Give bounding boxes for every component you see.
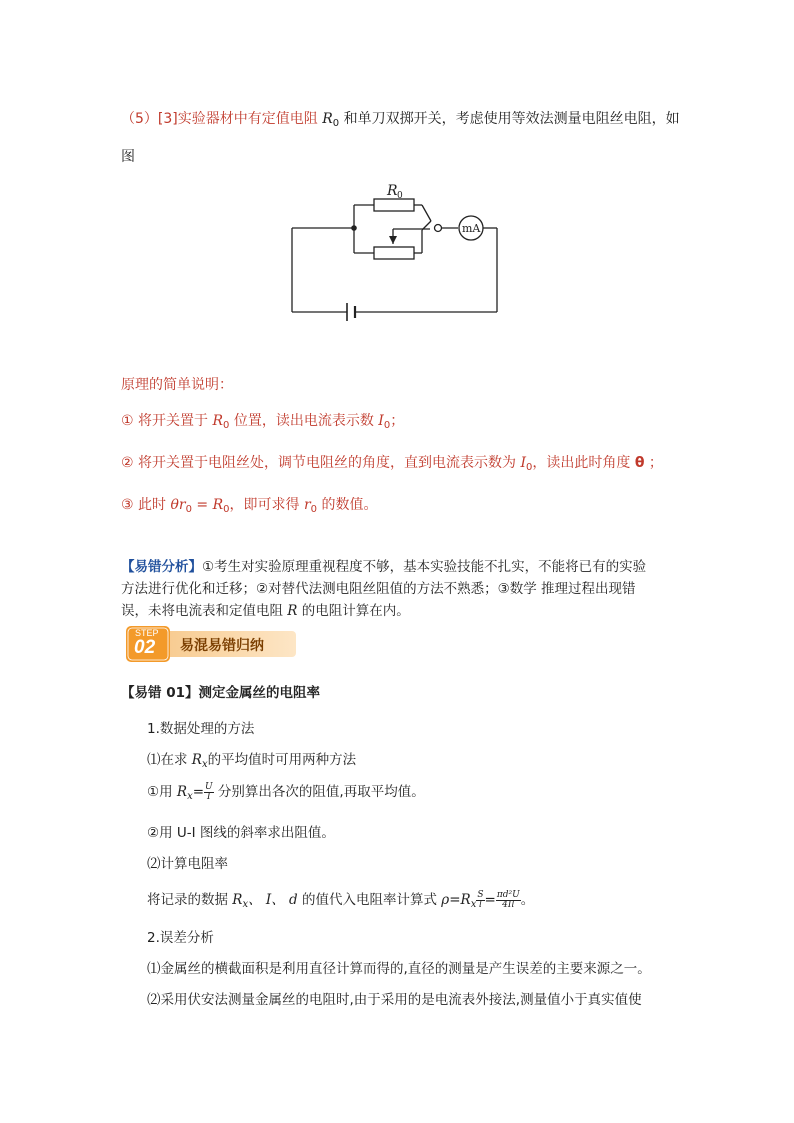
item1b-var: R	[176, 784, 188, 800]
section-title: 【易错 01】测定金属丝的电阻率	[121, 685, 320, 701]
item1b-eq: =	[192, 784, 205, 800]
item2a-f1-den: l	[478, 899, 482, 910]
item1b	[147, 780, 425, 802]
r0-var: R	[322, 111, 333, 127]
step1-i-sub: 0	[383, 420, 391, 431]
item2a-eq: =R	[449, 892, 471, 908]
step3-prefix: ③ 此时	[121, 497, 171, 513]
item1a-var: R	[191, 752, 202, 768]
error-analysis-line2: 方法进行优化和迁移；②对替代法测电阻丝阻值的方法不熟悉；③数学 推理过程出现错	[121, 581, 636, 597]
item1a-sub: x	[201, 759, 208, 770]
circuit-r0-sub: 0	[397, 191, 403, 201]
step1-i-var: I	[378, 413, 384, 429]
item2a-mid: 、 I、 d	[248, 892, 298, 908]
item2a-mid2: 的值代入电阻率计算式	[297, 892, 442, 908]
principle-step3	[121, 494, 377, 515]
error-analysis-line3	[121, 599, 410, 619]
item2a-prefix: 将记录的数据	[147, 892, 233, 908]
item1a-end: 的平均值时可用两种方法	[207, 752, 357, 768]
item2a-fraction2	[496, 891, 521, 910]
item2a-f2-num: πd²U	[496, 889, 520, 900]
step-num: 02	[134, 637, 156, 658]
item1a-prefix: ⑴在求	[147, 752, 192, 768]
step2-theta: θ	[634, 455, 645, 471]
step2-i-var: I	[520, 455, 526, 471]
step2-end: ；	[644, 455, 663, 471]
item2a-f1-num: S	[477, 889, 484, 900]
step1-mid: 位置，读出电流表示数	[229, 413, 379, 429]
step1-prefix: ① 将开关置于	[121, 413, 213, 429]
item1b-num: U	[205, 781, 213, 792]
step-banner	[126, 626, 298, 662]
item1b-end: 分别算出各次的阻值,再取平均值。	[213, 784, 425, 800]
item1: 1.数据处理的方法	[147, 721, 255, 737]
step3-r-sub: 0	[310, 504, 318, 515]
circuit-diagram	[285, 178, 515, 328]
error-analysis-line1	[121, 555, 646, 575]
item1a	[147, 748, 356, 770]
error-analysis-label: 【易错分析】	[121, 559, 202, 575]
circuit-r0-label: R	[387, 183, 398, 199]
item1b-fraction	[204, 783, 214, 802]
error-line3-prefix: 误，未将电流表和定值电阻	[121, 603, 288, 619]
principle-heading: 原理的简单说明：	[121, 377, 233, 393]
principle-step2	[121, 452, 663, 473]
step3-eq2: = R	[191, 497, 224, 513]
step1-end: ；	[390, 413, 405, 429]
step3-end: 的数值。	[317, 497, 378, 513]
item3: 2.误差分析	[147, 930, 214, 946]
item2a-sub: x	[242, 899, 249, 910]
item2a	[147, 888, 534, 910]
step2-i-sub: 0	[525, 462, 533, 473]
error-line3-end: 的电阻计算在内。	[297, 603, 410, 619]
item3b: ⑵采用伏安法测量金属丝的电阻时,由于采用的是电流表外接法,测量值小于真实值使	[147, 992, 642, 1008]
item2a-f2-den: 4Il	[502, 899, 515, 910]
step1-r-var: R	[212, 413, 223, 429]
part5-suffix: 和单刀双掷开关，考虑使用等效法测量电阻丝电阻，如	[339, 111, 680, 127]
circuit-meter-label: mA	[462, 222, 481, 235]
step-title: 易混易错归纳	[180, 638, 264, 654]
r0-sub: 0	[332, 118, 340, 129]
item1b-prefix: ①用	[147, 784, 177, 800]
item2a-fraction1	[476, 891, 484, 910]
part5-line1	[121, 108, 680, 129]
item2: ⑵计算电阻率	[147, 856, 228, 872]
item1b-sub: x	[187, 791, 193, 802]
step-word: STEP	[135, 628, 159, 638]
part5-line2: 图	[121, 149, 135, 165]
item2a-eq-sub: x	[470, 899, 477, 910]
item1c: ②用 U-I 图线的斜率求出阻值。	[147, 825, 335, 841]
step3-eq2-sub: 0	[223, 504, 230, 515]
item2a-rho: ρ	[441, 892, 450, 908]
step3-eq-sub: 0	[185, 504, 192, 515]
part5-prefix: （5）[3]实验器材中有定值电阻	[121, 111, 323, 127]
item3a: ⑴金属丝的横截面积是利用直径计算而得的,直径的测量是产生误差的主要来源之一。	[147, 961, 651, 977]
item2a-eq2: =	[484, 892, 496, 908]
item2a-var-r: R	[232, 892, 243, 908]
item1b-den: I	[207, 791, 211, 802]
error-line1-text: ①考生对实验原理重视程度不够，基本实验技能不扎实，不能将已有的实验	[202, 559, 647, 575]
step2-mid: ，读出此时角度	[532, 455, 635, 471]
step2-prefix: ② 将开关置于电阻丝处，调节电阻丝的角度，直到电流表示数为	[121, 455, 521, 471]
item2a-end: 。	[520, 892, 535, 908]
step3-eq: θr	[170, 497, 186, 513]
step3-mid: ，即可求得	[229, 497, 304, 513]
step1-r-sub: 0	[223, 420, 230, 431]
error-line3-var: R	[287, 603, 298, 619]
principle-step1	[121, 410, 404, 431]
step3-r: r	[303, 497, 311, 513]
